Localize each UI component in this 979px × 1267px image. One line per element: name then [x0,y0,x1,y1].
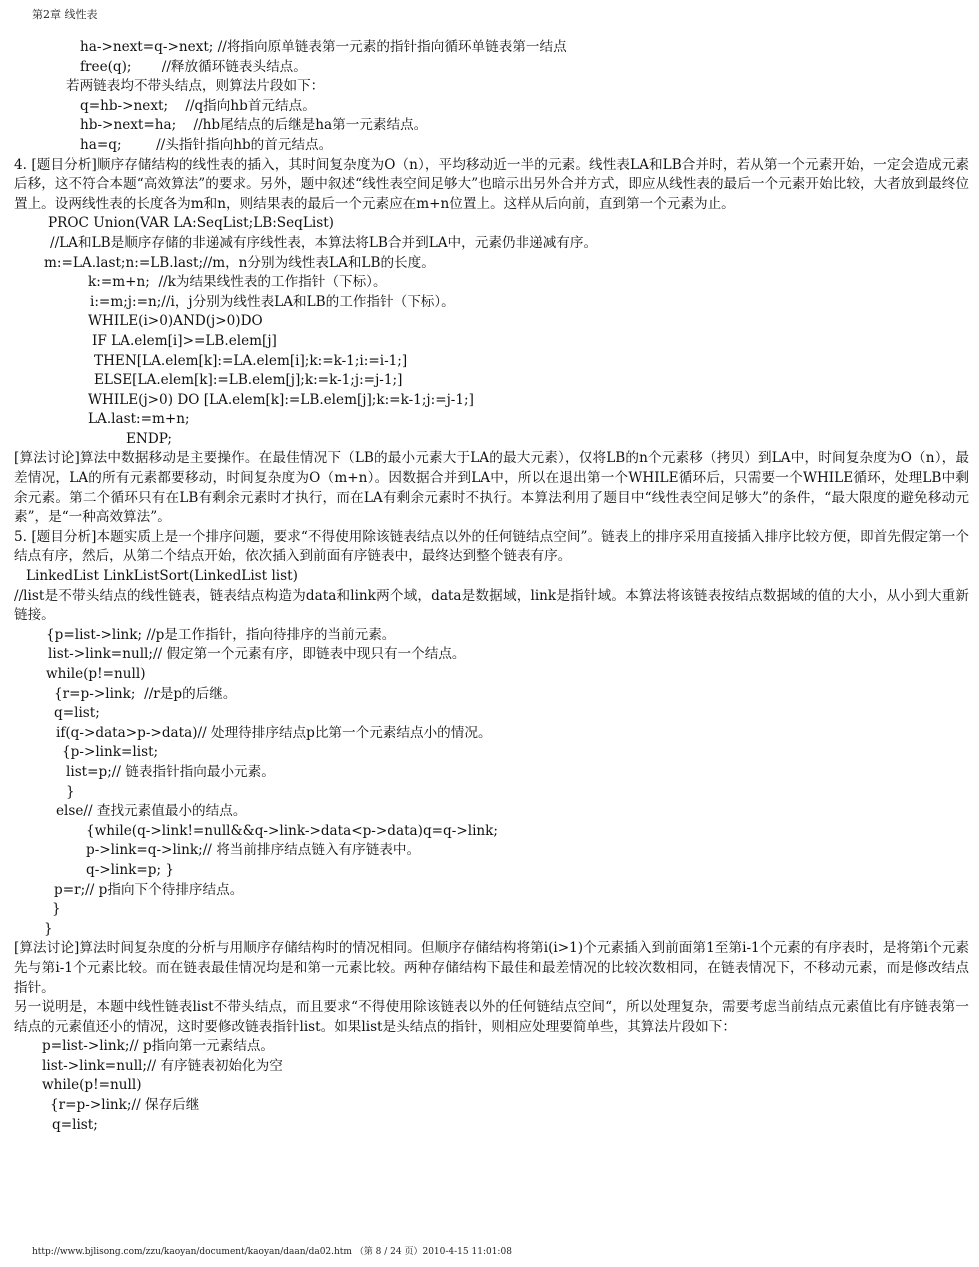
code-line: p=list->link;// p指向第一元素结点。 [42,1038,275,1055]
code-line: {p=list->link; //p是工作指针，指向待排序的当前元素。 [46,626,396,643]
code-line: WHILE(j>0) DO [LA.elem[k]:=LB.elem[j];k:=k-1;j:=j-1;] [88,391,474,408]
code-line: {r=p->link;// 保存后继 [50,1097,200,1114]
code-line: hb->next=ha; //hb尾结点的后继是ha第一元素结点。 [80,117,428,134]
code-line: while(p!=null) [46,666,146,682]
code-line: {r=p->link; //r是p的后继。 [54,685,237,702]
code-line: list=p;// 链表指针指向最小元素。 [66,763,275,780]
document-body [14,38,969,1135]
text-paragraph: //list是不带头结点的线性链表，链表结点构造为data和link两个域，data是数据域，link是指针域。本算法将该链表按结点数据域的值的大小，从小到大重新链接。 [14,587,969,624]
code-line: LinkedList LinkListSort(LinkedList list) [26,568,298,585]
code-line: else// 查找元素值最小的结点。 [56,803,247,820]
code-line: q->link=p; } [86,861,175,878]
code-line: m:=LA.last;n:=LB.last;//m，n分别为线性表LA和LB的长度。 [44,254,435,271]
code-line: if(q->data>p->data)// 处理待排序结点p比第一个元素结点小的情况。 [56,724,492,741]
code-line: free(q); //释放循环链表头结点。 [80,58,307,75]
code-line: q=hb->next; //q指向hb首元结点。 [80,97,316,114]
code-line: //LA和LB是顺序存储的非递减有序线性表，本算法将LB合并到LA中，元素仍非递减有序。 [50,234,598,251]
code-line: list->link=null;// 假定第一个元素有序，即链表中现只有一个结点。 [48,646,466,663]
code-line: THEN[LA.elem[k]:=LA.elem[i];k:=k-1;i:=i-1;] [94,352,408,369]
code-line: } [66,783,75,800]
code-line: k:=m+n; //k为结果线性表的工作指针（下标）。 [88,274,387,291]
code-line: {while(q->link!=null&&q->link->data<p->data)q=q->link; [86,822,499,839]
chapter-header: 第2章 线性表 [32,8,98,21]
code-line: ha=q; //头指针指向hb的首元结点。 [80,136,333,153]
code-line: } [44,920,53,937]
text-paragraph: [算法讨论]算法中数据移动是主要操作。在最佳情况下（LB的最小元素大于LA的最大元素），仅将LB的n个元素移（拷贝）到LA中，时间复杂度为O（n），最差情况，LA的所有元素都要移动，时间复杂度为O（m+n）。因数据合并到LA中，所以在退出第一个WHILE循环后，只需要一个WHILE循环，处理LB中剩余元素。第二个循环只有在LB有剩余元素时才执行，而在LA有剩余元素时不执行。本算法利用了题目中“线性表空间足够大”的条件，“最大限度的避免移动元素”，是“一种高效算法”。 [14,450,969,526]
code-line: q=list; [54,705,100,722]
code-line: while(p!=null) [42,1077,142,1094]
text-paragraph: 4. [题目分析]顺序存储结构的线性表的插入，其时间复杂度为O（n），平均移动近一半的元素。线性表LA和LB合并时，若从第一个元素开始，一定会造成元素后移，这不符合本题“高效算法”的要求。另外，题中叙述“线性表空间足够大”也暗示出另外合并方式，即应从线性表的最后一个元素开始比较，大者放到最终位置上。设两线性表的长度各为m和n，则结果表的最后一个元素应在m+n位置上。这样从后向前，直到第一个元素为止。 [14,156,969,212]
code-line: ENDP; [126,430,172,447]
code-line: WHILE(i>0)AND(j>0)DO [88,313,263,330]
code-line: PROC Union(VAR LA:SeqList;LB:SeqList) [48,215,334,232]
text-paragraph: [算法讨论]算法时间复杂度的分析与用顺序存储结构时的情况相同。但顺序存储结构将第i(i>1)个元素插入到前面第1至第i-1个元素的有序表时，是将第i个元素先与第i-1个元素比较。而在链表最佳情况均是和第一元素比较。两种存储结构下最佳和最差情况的比较次数相同，在链表情况下，不移动元素，而是修改结点指针。 [14,940,969,996]
code-line: p->link=q->link;// 将当前排序结点链入有序链表中。 [86,842,421,859]
code-line: 若两链表均不带头结点，则算法片段如下： [66,78,325,95]
code-line: i:=m;j:=n;//i，j分别为线性表LA和LB的工作指针（下标）。 [90,293,455,310]
page-footer: http://www.bjlisong.com/zzu/kaoyan/document/kaoyan/daan/da02.htm （第 8 / 24 页）2010-4-15 11:01:08 [32,1247,512,1257]
code-line: ELSE[LA.elem[k]:=LB.elem[j];k:=k-1;j:=j-1;] [94,372,403,389]
code-line: q=list; [52,1116,98,1133]
code-line: p=r;// p指向下个待排序结点。 [54,881,244,898]
code-line: {p->link=list; [62,744,159,761]
code-line: ha->next=q->next; //将指向原单链表第一元素的指针指向循环单链表第一结点 [80,39,567,55]
code-line: LA.last:=m+n; [88,411,190,428]
code-line: } [52,901,61,918]
text-paragraph: 另一说明是，本题中线性链表list不带头结点，而且要求“不得使用除该链表以外的任何链结点空间“，所以处理复杂，需要考虑当前结点元素值比有序链表第一结点的元素值还小的情况，这时要修改链表指针list。如果list是头结点的指针，则相应处理要简单些，其算法片段如下： [14,999,969,1035]
text-paragraph: 5. [题目分析]本题实质上是一个排序问题，要求“不得使用除该链表结点以外的任何链结点空间”。链表上的排序采用直接插入排序比较方便，即首先假定第一个结点有序，然后，从第二个结点开始，依次插入到前面有序链表中，最终达到整个链表有序。 [14,528,969,565]
code-line: IF LA.elem[i]>=LB.elem[j] [92,332,277,349]
code-line: list->link=null;// 有序链表初始化为空 [42,1057,283,1074]
